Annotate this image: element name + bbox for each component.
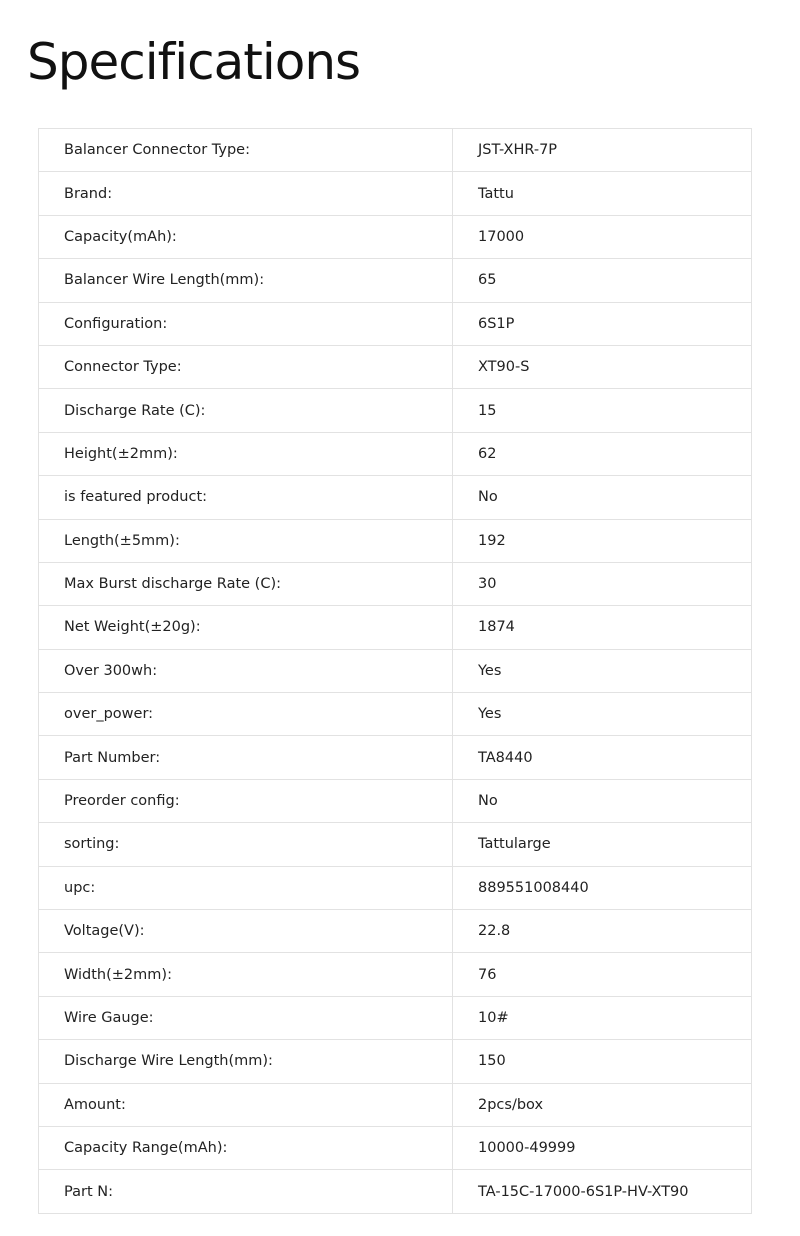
spec-row — [39, 389, 752, 432]
spec-label: Max Burst discharge Rate (C): — [39, 562, 453, 605]
spec-value: TA-15C-17000-6S1P-HV-XT90 — [453, 1170, 752, 1213]
spec-row — [39, 302, 752, 345]
spec-row — [39, 866, 752, 909]
spec-label: Part Number: — [39, 736, 453, 779]
spec-row — [39, 910, 752, 953]
spec-label: Connector Type: — [39, 345, 453, 388]
spec-value: No — [453, 476, 752, 519]
spec-row — [39, 172, 752, 215]
spec-label: Discharge Rate (C): — [39, 389, 453, 432]
spec-value: TA8440 — [453, 736, 752, 779]
specifications-table-body — [39, 129, 752, 1214]
spec-row — [39, 736, 752, 779]
spec-label: Net Weight(±20g): — [39, 606, 453, 649]
spec-row — [39, 606, 752, 649]
spec-value: 17000 — [453, 215, 752, 258]
spec-row — [39, 823, 752, 866]
spec-value: 30 — [453, 562, 752, 605]
spec-label: Amount: — [39, 1083, 453, 1126]
spec-value: 76 — [453, 953, 752, 996]
specifications-table — [38, 128, 752, 1214]
spec-label: Configuration: — [39, 302, 453, 345]
spec-label: Wire Gauge: — [39, 996, 453, 1039]
spec-row — [39, 476, 752, 519]
spec-row — [39, 1083, 752, 1126]
spec-label: Part N: — [39, 1170, 453, 1213]
spec-label: Voltage(V): — [39, 910, 453, 953]
spec-value: No — [453, 779, 752, 822]
spec-row — [39, 1126, 752, 1169]
spec-value: 15 — [453, 389, 752, 432]
page-title: Specifications — [27, 33, 361, 91]
spec-value: Tattularge — [453, 823, 752, 866]
spec-value: 65 — [453, 259, 752, 302]
spec-value: 889551008440 — [453, 866, 752, 909]
spec-label: Preorder config: — [39, 779, 453, 822]
spec-label: Capacity(mAh): — [39, 215, 453, 258]
spec-row — [39, 779, 752, 822]
spec-value: Yes — [453, 693, 752, 736]
spec-row — [39, 1040, 752, 1083]
spec-label: Balancer Wire Length(mm): — [39, 259, 453, 302]
spec-value: 62 — [453, 432, 752, 475]
spec-row — [39, 953, 752, 996]
spec-value: 1874 — [453, 606, 752, 649]
spec-label: over_power: — [39, 693, 453, 736]
spec-value: 192 — [453, 519, 752, 562]
spec-label: Over 300wh: — [39, 649, 453, 692]
spec-value: JST-XHR-7P — [453, 129, 752, 172]
spec-label: Balancer Connector Type: — [39, 129, 453, 172]
spec-label: sorting: — [39, 823, 453, 866]
spec-label: Width(±2mm): — [39, 953, 453, 996]
spec-value: Tattu — [453, 172, 752, 215]
spec-value: 10000-49999 — [453, 1126, 752, 1169]
spec-row — [39, 996, 752, 1039]
spec-row — [39, 519, 752, 562]
spec-row — [39, 432, 752, 475]
spec-row — [39, 693, 752, 736]
spec-label: Height(±2mm): — [39, 432, 453, 475]
spec-row — [39, 345, 752, 388]
spec-label: Discharge Wire Length(mm): — [39, 1040, 453, 1083]
spec-value: 2pcs/box — [453, 1083, 752, 1126]
spec-label: Capacity Range(mAh): — [39, 1126, 453, 1169]
spec-row — [39, 215, 752, 258]
spec-row — [39, 649, 752, 692]
spec-value: XT90-S — [453, 345, 752, 388]
spec-value: 6S1P — [453, 302, 752, 345]
spec-row — [39, 562, 752, 605]
spec-value: 10# — [453, 996, 752, 1039]
spec-label: is featured product: — [39, 476, 453, 519]
spec-value: 150 — [453, 1040, 752, 1083]
spec-label: upc: — [39, 866, 453, 909]
spec-value: Yes — [453, 649, 752, 692]
spec-row — [39, 129, 752, 172]
spec-value: 22.8 — [453, 910, 752, 953]
spec-label: Length(±5mm): — [39, 519, 453, 562]
spec-row — [39, 259, 752, 302]
spec-label: Brand: — [39, 172, 453, 215]
spec-row — [39, 1170, 752, 1213]
